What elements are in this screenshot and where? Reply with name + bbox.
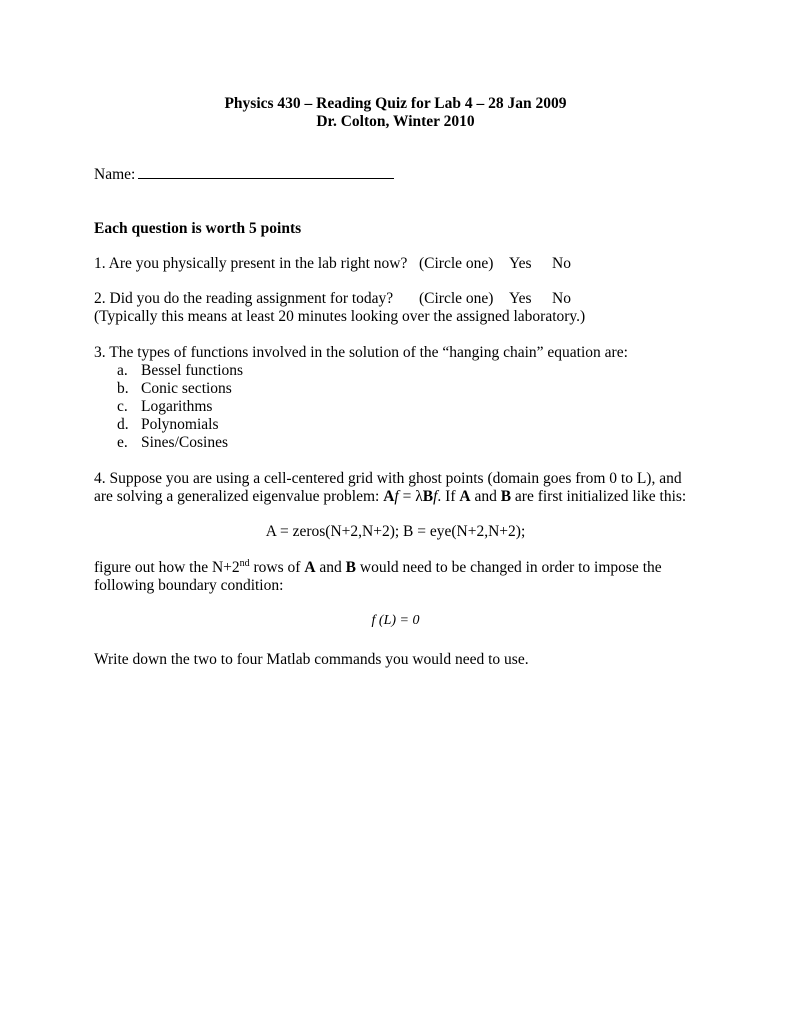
- q4-text: would need to be changed in order to impose the: [356, 559, 662, 576]
- option-marker: a.: [117, 362, 128, 379]
- matrix-b: B: [422, 488, 434, 505]
- boundary-condition: f (L) = 0: [371, 613, 420, 628]
- option-marker: c.: [117, 398, 128, 415]
- matrix-a: A: [459, 488, 471, 505]
- q3-option-a[interactable]: [117, 362, 243, 380]
- points-note: Each question is worth 5 points: [94, 220, 302, 237]
- q4-line-2: [94, 488, 686, 506]
- option-label: Logarithms: [141, 398, 213, 415]
- question-1: [94, 255, 571, 273]
- name-blank[interactable]: [138, 165, 394, 179]
- q3-option-c[interactable]: [117, 398, 212, 416]
- option-label: Polynomials: [141, 416, 219, 433]
- option-marker: d.: [117, 416, 129, 433]
- q2-text: 2. Did you do the reading assignment for today?: [94, 290, 394, 307]
- q4-text: . If: [437, 488, 460, 505]
- superscript: nd: [239, 557, 250, 569]
- q4-text: and: [470, 488, 501, 505]
- q4-text: figure out how the N+2: [94, 559, 240, 576]
- q1-yes[interactable]: Yes: [509, 255, 532, 272]
- q2-no[interactable]: No: [552, 290, 571, 307]
- matrix-b: B: [345, 559, 357, 576]
- q2-note: (Typically this means at least 20 minutes looking over the assigned laboratory.): [94, 308, 586, 325]
- matrix-b: B: [500, 488, 512, 505]
- q4-text: are first initialized like this:: [511, 488, 687, 505]
- option-marker: b.: [117, 380, 129, 397]
- q1-no[interactable]: No: [552, 255, 571, 272]
- equals-lambda: = λ: [398, 488, 423, 505]
- option-label: Conic sections: [141, 380, 232, 397]
- title-line-2: Dr. Colton, Winter 2010: [316, 113, 475, 130]
- q3-option-d[interactable]: [117, 416, 219, 434]
- vector-f: f: [394, 488, 399, 505]
- q4-line-4: following boundary condition:: [94, 577, 284, 594]
- q1-text: 1. Are you physically present in the lab right now?: [94, 255, 408, 272]
- option-marker: e.: [117, 434, 128, 451]
- q2-circle-note: (Circle one): [419, 290, 494, 307]
- q3-option-b[interactable]: [117, 380, 232, 398]
- q4-text: and: [315, 559, 346, 576]
- question-2: [94, 290, 571, 308]
- matrix-a: A: [383, 488, 395, 505]
- q1-circle-note: (Circle one): [419, 255, 494, 272]
- q4-code: A = zeros(N+2,N+2); B = eye(N+2,N+2);: [265, 523, 526, 540]
- vector-f: f: [433, 488, 438, 505]
- q4-text: are solving a generalized eigenvalue problem:: [94, 488, 384, 505]
- matrix-a: A: [304, 559, 316, 576]
- option-label: Bessel functions: [141, 362, 244, 379]
- title-line-1: Physics 430 – Reading Quiz for Lab 4 – 28 Jan 2009: [224, 95, 567, 112]
- q2-yes[interactable]: Yes: [509, 290, 532, 307]
- name-row: [94, 165, 394, 184]
- q3-text: 3. The types of functions involved in the solution of the “hanging chain” equation are:: [94, 344, 628, 361]
- option-label: Sines/Cosines: [141, 434, 228, 451]
- q3-option-e[interactable]: [117, 434, 228, 452]
- q4-line-1: 4. Suppose you are using a cell-centered grid with ghost points (domain goes from 0 to L), and: [94, 470, 682, 487]
- name-label: Name:: [94, 166, 136, 183]
- q4-text: rows of: [249, 559, 305, 576]
- q4-line-5: Write down the two to four Matlab commands you would need to use.: [94, 651, 529, 668]
- q4-line-3: [94, 559, 662, 577]
